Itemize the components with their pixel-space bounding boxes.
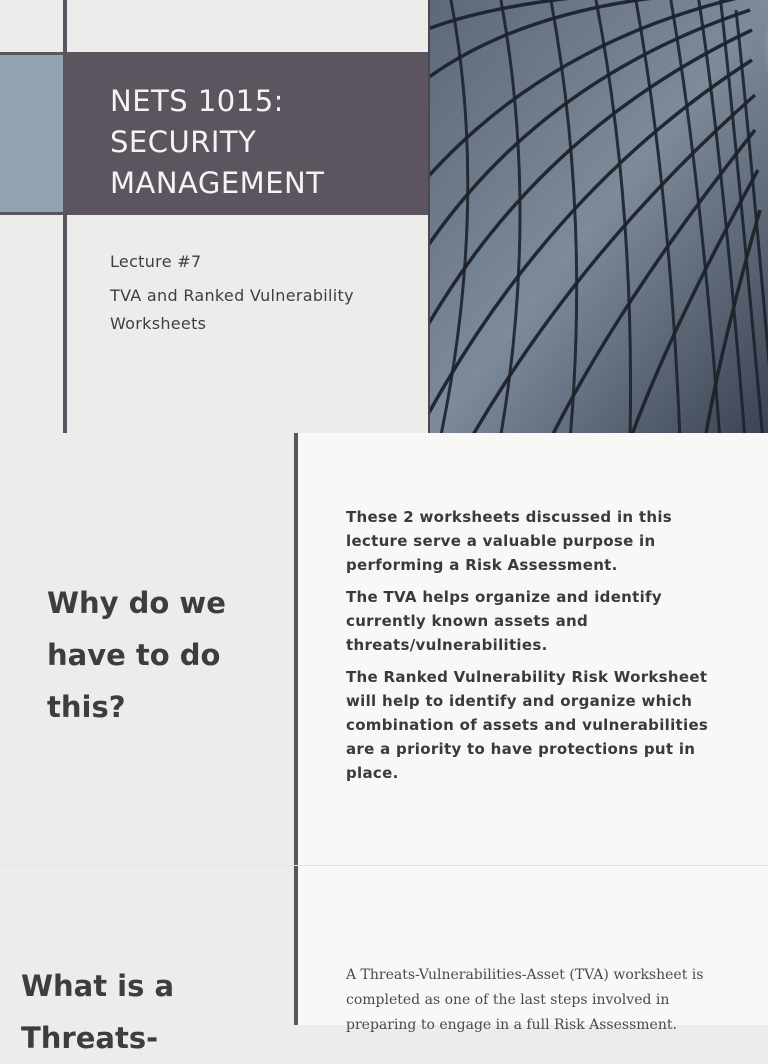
body-paragraph: These 2 worksheets discussed in this lecture serve a valuable purpose in performing a Risk Assessment. bbox=[346, 508, 673, 574]
what-is-slide bbox=[0, 865, 768, 1055]
title-line: MANAGEMENT bbox=[110, 166, 325, 200]
why-slide bbox=[0, 433, 768, 865]
content-panel bbox=[298, 866, 768, 1033]
lecture-number: Lecture #7 bbox=[110, 252, 202, 271]
title-line: NETS 1015: bbox=[110, 84, 284, 118]
content-panel bbox=[298, 433, 768, 865]
title-block bbox=[67, 55, 430, 212]
body-paragraph: A Threats-Vulnerabilities-Asset (TVA) worksheet is completed as one of the last steps involved in preparing to engage in a full Risk Assessment. bbox=[346, 967, 704, 1033]
slide-heading: What is a Threats- bbox=[21, 969, 175, 1055]
title-slide bbox=[0, 0, 768, 433]
heading-line: have to do bbox=[47, 638, 221, 672]
steel-accent-block bbox=[0, 55, 63, 212]
heading-line: this? bbox=[47, 690, 126, 724]
title-line: SECURITY bbox=[110, 125, 257, 159]
slide-heading bbox=[47, 577, 277, 733]
heading-panel bbox=[0, 433, 294, 865]
heading-line: Why do we bbox=[47, 586, 226, 620]
lecture-subtitle: Worksheets bbox=[110, 314, 207, 333]
lecture-subtitle: TVA and Ranked Vulnerability bbox=[110, 286, 354, 305]
building-photo bbox=[430, 0, 768, 433]
body-paragraph: The Ranked Vulnerability Risk Worksheet will help to identify and organize which combination of assets and vulnerabilities are a priority to have protections put in place. bbox=[346, 668, 709, 782]
body-paragraph: The TVA helps organize and identify currently known assets and threats/vulnerabilities. bbox=[346, 588, 662, 654]
heading-panel bbox=[0, 866, 294, 1055]
course-title bbox=[110, 81, 420, 204]
